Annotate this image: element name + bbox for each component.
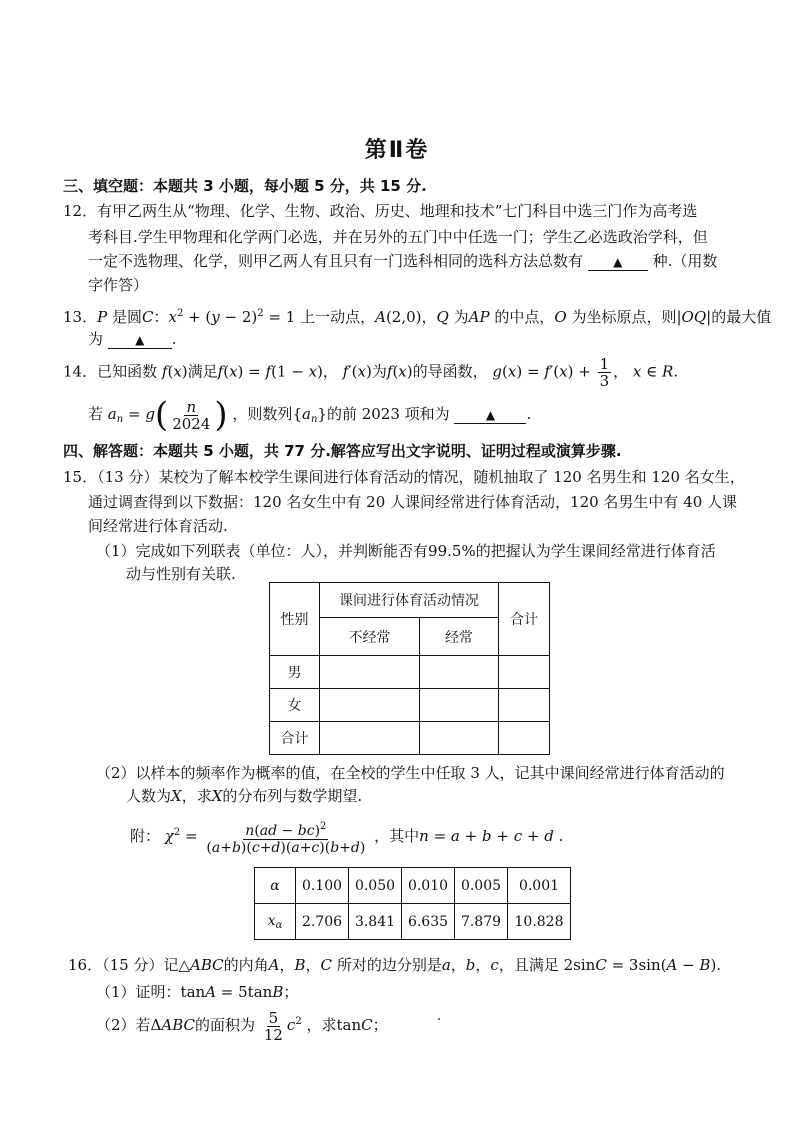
chi-square-formula: 附： $\chi^2$ = $\frac{n(ad - bc)^2}{(a+b)(c+d)(a+c)(b+d)}$ ，其中n = a + b + c + d . <box>130 820 564 856</box>
alpha-value: 0.005 <box>455 868 508 904</box>
q15-line-1: 15．（13 分）某校为了解本校学生课间进行体育活动的情况，随机抽取了 120 名男生和 120 名女生， <box>63 468 745 486</box>
q14-answer-blank[interactable]: ▲ <box>454 405 526 424</box>
q13-answer-blank[interactable]: ▲ <box>108 330 172 349</box>
q14-line-2: 若 $a_n = g$( $\frac{n}{2024}$ ) ，则数列$\{a_n\}$的前 2023 项和为 ▲ . <box>88 395 532 435</box>
x-alpha-value: 2.706 <box>296 904 349 940</box>
q12-line-3: 一定不选物理、化学，则甲乙两人有且只有一门选科相同的选科方法总数有 ▲ 种.（用数 <box>88 252 718 270</box>
cell-total-not-often[interactable] <box>320 722 420 755</box>
section-3-header: 三、填空题：本题共 3 小题，每小题 5 分，共 15 分. <box>63 177 427 195</box>
x-alpha-value: 10.828 <box>508 904 571 940</box>
q15-part2-line-1: （2）以样本的频率作为概率的值，在全校的学生中任取 3 人，记其中课间经常进行体育活动的 <box>96 764 725 782</box>
cell-female-not-often[interactable] <box>320 689 420 722</box>
cell-male-total[interactable] <box>499 656 550 689</box>
x-alpha-label: $x_\alpha$ <box>255 904 296 940</box>
q12-line-2: 考科目.学生甲物理和化学两门必选，并在另外的五门中中任选一门；学生乙必选政治学科，但 <box>88 228 708 246</box>
q16-part2: （2）若ΔABC的面积为 $\frac{5}{12}$ $c^2$ ，求tanC； <box>96 1008 388 1044</box>
q15-line-2: 通过调查得到以下数据：120 名女生中有 20 人课间经常进行体育活动，120 名男生中有 40 人课 <box>88 493 738 511</box>
x-alpha-value: 7.879 <box>455 904 508 940</box>
q15-part1-line-2: 动与性别有关联. <box>126 565 236 583</box>
q15-part2-line-2: 人数为X，求X的分布列与数学期望. <box>126 787 363 805</box>
header-gender: 性别 <box>270 583 320 656</box>
q15-part1-line-1: （1）完成如下列联表（单位：人），并判断能否有99.5%的把握认为学生课间经常进行体育活 <box>96 542 716 560</box>
contingency-table <box>269 582 550 755</box>
alpha-value: 0.010 <box>402 868 455 904</box>
alpha-value: 0.050 <box>349 868 402 904</box>
cell-female-often[interactable] <box>420 689 499 722</box>
cell-male-not-often[interactable] <box>320 656 420 689</box>
cell-female-total[interactable] <box>499 689 550 722</box>
q16-line-1: 16．（15 分）记△ABC的内角A，B，C 所对的边分别是a，b，c，且满足 2sinC = 3sin(A − B). <box>68 956 722 974</box>
q14-line-1: 14．已知函数 f(x)满足f(x) = f(1 − x)， f′(x)为f(x)的导函数， g(x) = f′(x) + $\frac{1}{3}$ ， x ∈ R. <box>63 355 679 390</box>
header-often: 经常 <box>420 618 499 656</box>
q15-line-3: 间经常进行体育活动. <box>88 517 228 535</box>
cell-male-often[interactable] <box>420 656 499 689</box>
header-activity: 课间进行体育活动情况 <box>320 583 499 618</box>
header-total: 合计 <box>499 583 550 656</box>
row-label-total: 合计 <box>270 722 320 755</box>
five-twelfths-fraction: $\frac{5}{12}$ <box>263 1008 283 1044</box>
stray-dot <box>438 1018 440 1020</box>
alpha-value: 0.001 <box>508 868 571 904</box>
alpha-value: 0.100 <box>296 868 349 904</box>
header-not-often: 不经常 <box>320 618 420 656</box>
x-alpha-value: 6.635 <box>402 904 455 940</box>
row-label-female: 女 <box>270 689 320 722</box>
cell-grand-total[interactable] <box>499 722 550 755</box>
q13-line-2: 为 ▲ . <box>88 330 177 348</box>
cell-total-often[interactable] <box>420 722 499 755</box>
one-third-fraction: $\frac{1}{3}$ <box>599 355 610 390</box>
alpha-label: α <box>255 868 296 904</box>
row-label-male: 男 <box>270 656 320 689</box>
critical-value-table <box>254 867 571 940</box>
q12-answer-blank[interactable]: ▲ <box>588 252 648 271</box>
q16-part1: （1）证明：tanA = 5tanB； <box>96 983 299 1001</box>
x-alpha-value: 3.841 <box>349 904 402 940</box>
q12-line-4: 字作答） <box>88 276 149 294</box>
q12-line-1: 12．有甲乙两生从“物理、化学、生物、政治、历史、地理和技术”七门科目中选三门作为高考选 <box>63 202 698 220</box>
section-4-header: 四、解答题：本题共 5 小题，共 77 分.解答应写出文字说明、证明过程或演算步骤. <box>63 442 622 460</box>
q13-line-1: 13．P 是圆C：$x^2 + (y - 2)^2 = 1$ 上一动点，A(2,0)，Q 为AP 的中点，O 为坐标原点，则|OQ|的最大值 <box>63 308 772 326</box>
page-title: 第Ⅱ卷 <box>364 138 430 163</box>
